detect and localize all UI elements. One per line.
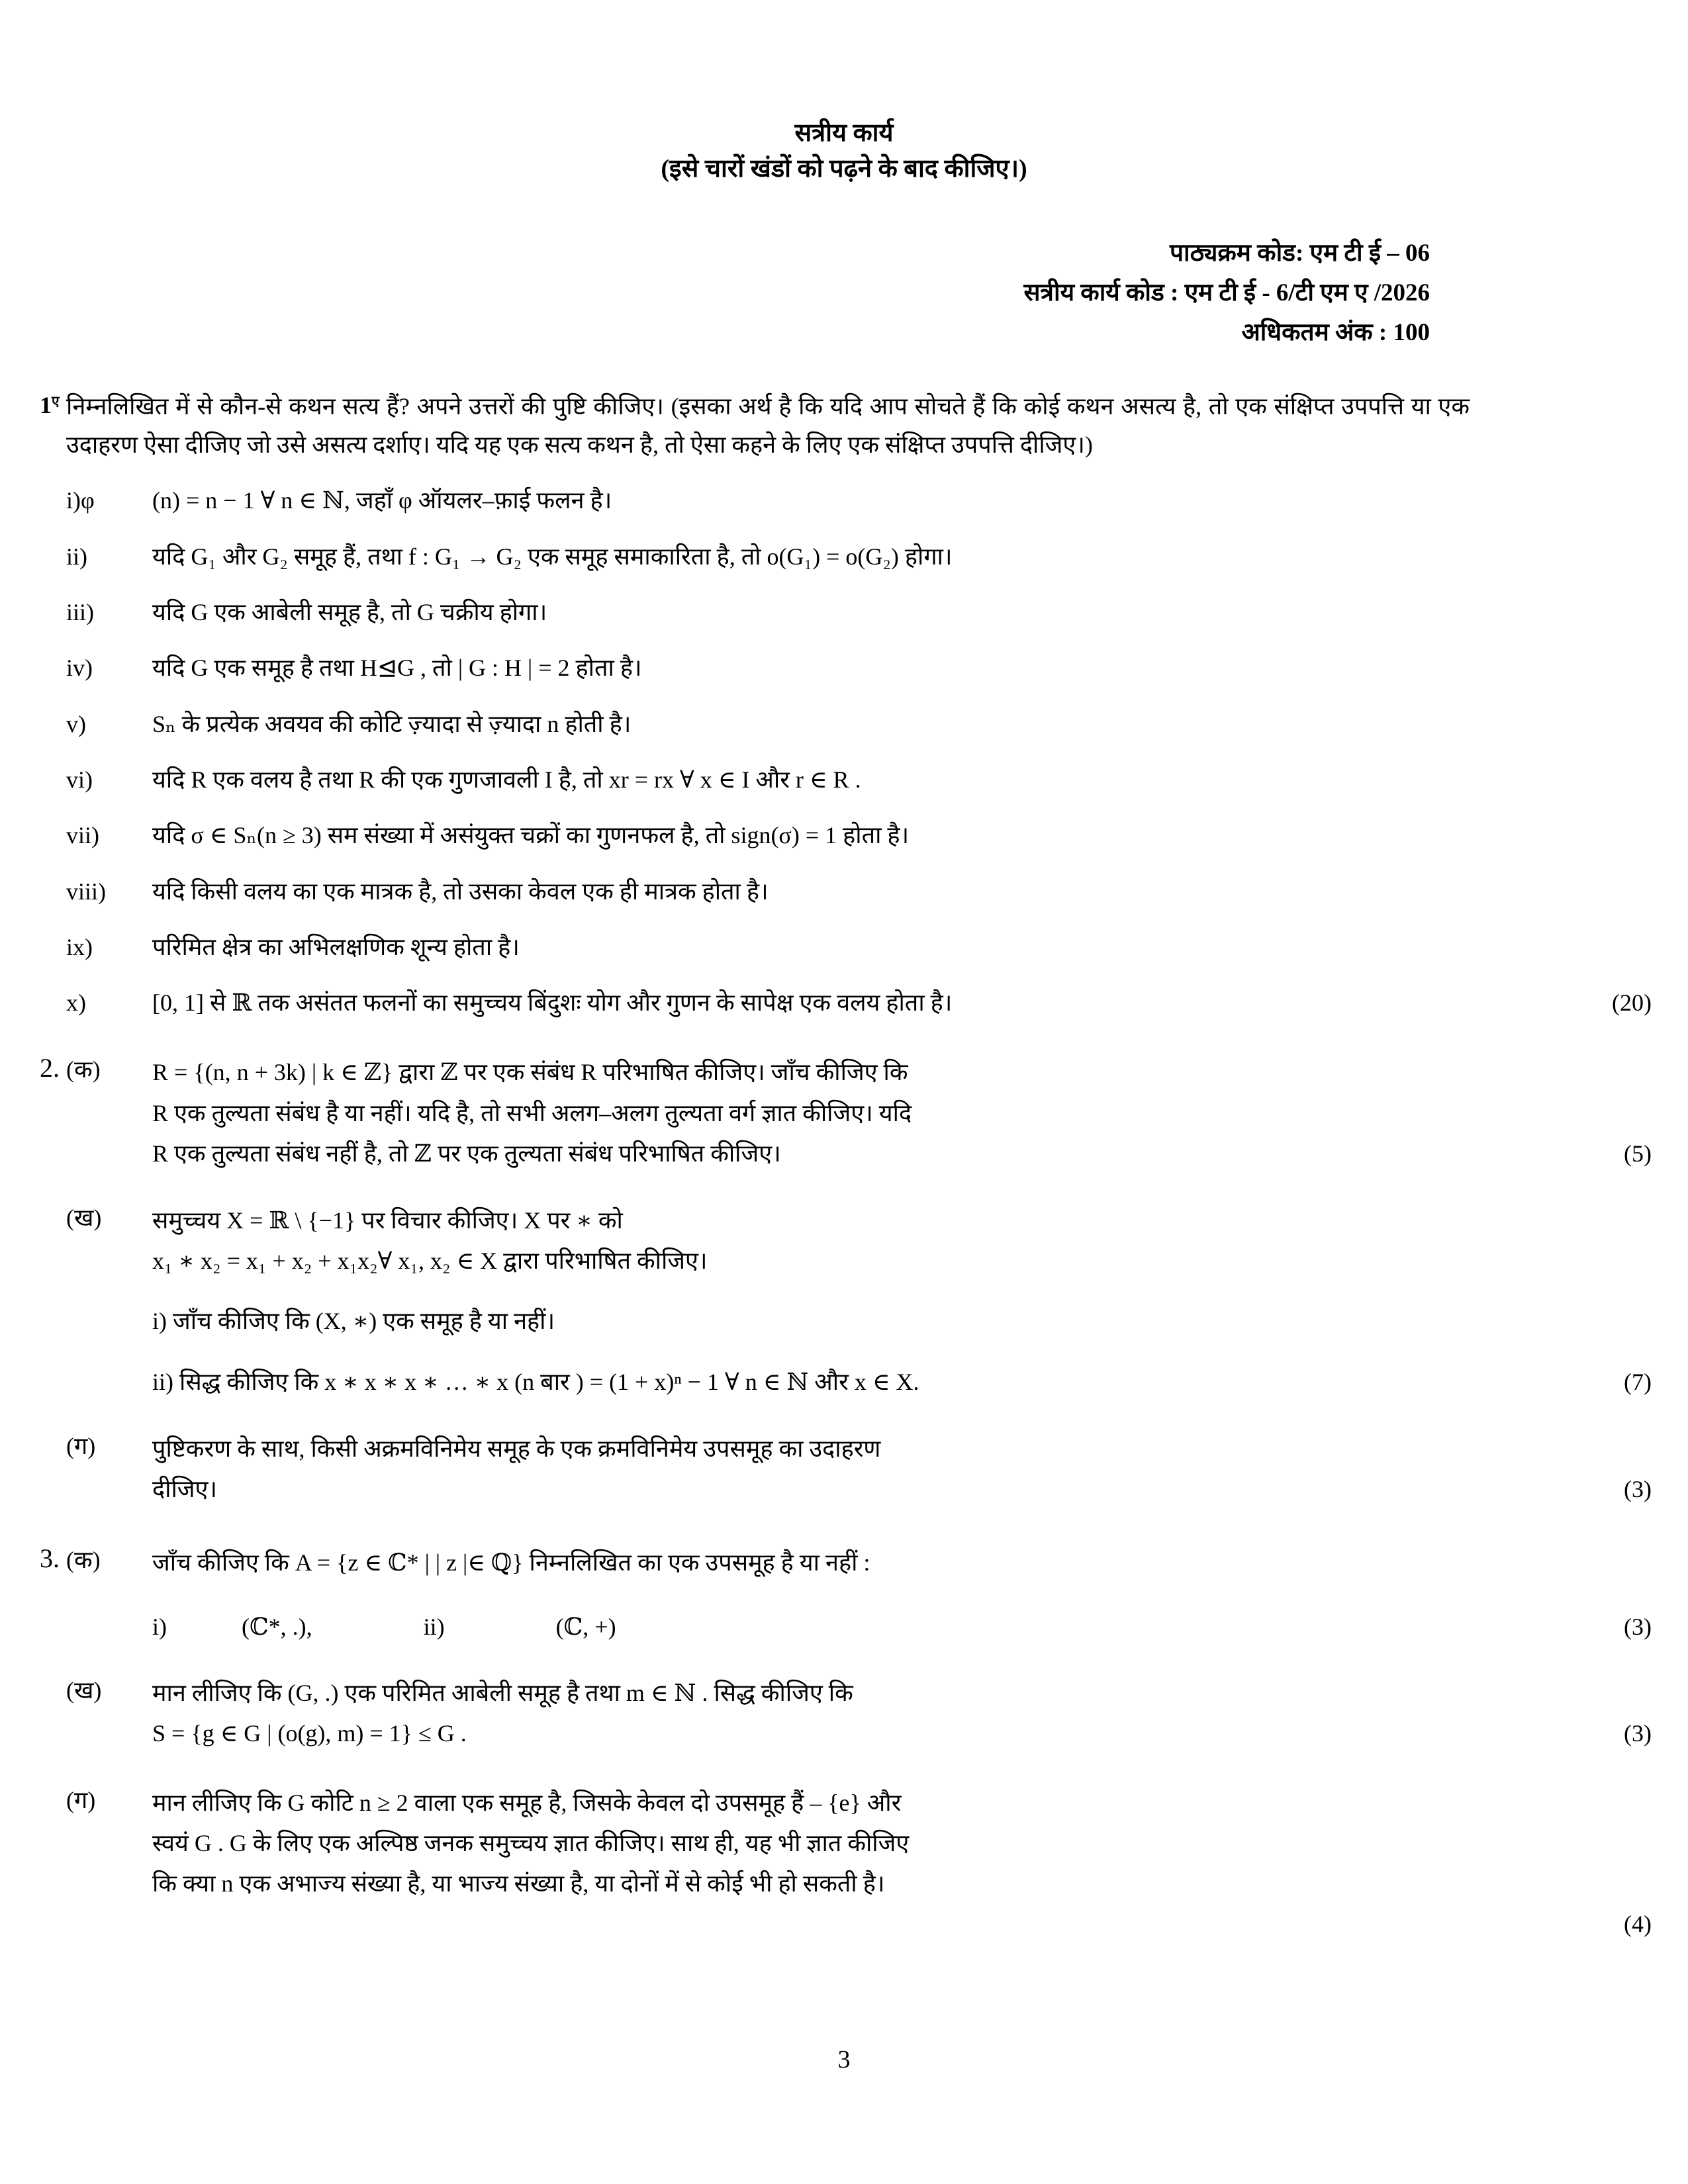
item-text: यदि R एक वलय है तथा R की एक गुणजावली I है, तो xr = rx ∀ x ∈ I और r ∈ R . — [152, 766, 861, 793]
item-label: i)φ — [66, 487, 95, 514]
option-ii-text: (ℂ, +) — [555, 1614, 616, 1641]
question-1-number: $1^ए$ — [40, 391, 60, 418]
marks-q3a: (3) — [1624, 1614, 1652, 1641]
question-1 — [0, 387, 1688, 1023]
marks-q2c: (3) — [1624, 1475, 1652, 1502]
part-subitem-ii — [152, 1362, 1652, 1402]
question-2-part-a — [0, 1052, 1688, 1174]
list-item — [66, 481, 1470, 520]
item-label: x) — [66, 989, 86, 1017]
list-item — [66, 649, 1470, 687]
part-line: जाँच कीजिए कि A = {z ∈ ℂ* | | z |∈ ℚ} निम्नलिखित का एक उपसमूह है या नहीं : — [152, 1549, 870, 1576]
question-3-part-c — [0, 1783, 1688, 1945]
question-1-intro: निम्नलिखित में से कौन-से कथन सत्य हैं? अपने उत्तरों की पुष्टि कीजिए। (इसका अर्थ है कि यदि आप सोचते हैं कि कोई कथन असत्य है, तो एक संक्षिप्त उपपत्ति या एक उदाहरण ऐसा दीजिए जो उसे असत्य दर्शाए। यदि यह एक सत्य कथन है, तो ऐसा कहने के लिए एक संक्षिप्त उपपत्ति दीजिए।) — [66, 392, 1470, 459]
marks-q2a: (5) — [1624, 1140, 1652, 1167]
part-text — [152, 1543, 1688, 1647]
part-line: मान लीजिए कि G कोटि n ≥ 2 वाला एक समूह है, जिसके केवल दो उपसमूह हैं – {e} और — [152, 1789, 902, 1816]
part-line: x₁ ∗ x₂ = x₁ + x₂ + x₁x₂∀ x₁, x₂ ∈ X द्वारा परिभाषित कीजिए। — [152, 1248, 708, 1275]
option-i-label: i) — [152, 1614, 167, 1641]
part-label: (ग) — [66, 1432, 96, 1459]
part-text — [152, 1783, 1688, 1945]
question-3-number: 3. — [40, 1543, 60, 1574]
item-label: ix) — [66, 933, 93, 960]
part-line-value: R एक तुल्यता संबंध नहीं है, तो ℤ पर एक तुल्यता संबंध परिभाषित कीजिए। — [152, 1140, 781, 1167]
item-text: परिमित क्षेत्र का अभिलक्षणिक शून्य होता है। — [152, 933, 520, 960]
assignment-code: सत्रीय कार्य कोड : एम टी ई - 6/टी एम ए /2026 — [1023, 279, 1430, 306]
part-label: (ख) — [66, 1676, 102, 1704]
marks-row — [152, 1904, 1652, 1941]
option-i-text: (ℂ*, .), — [242, 1614, 312, 1641]
item-label: iv) — [66, 655, 93, 682]
item-text — [152, 983, 1652, 1022]
item-label: v) — [66, 710, 86, 737]
item-text: यदि σ ∈ Sₙ(n ≥ 3) सम संख्या में असंयुक्त चक्रों का गुणनफल है, तो sign(σ) = 1 होता है। — [152, 822, 910, 849]
item-label: vii) — [66, 822, 99, 849]
part-line: R = {(n, n + 3k) | k ∈ ℤ} द्वारा ℤ पर एक संबंध R परिभाषित कीजिए। जाँच कीजिए कि — [152, 1059, 908, 1086]
list-item — [66, 593, 1470, 631]
part-line: पुष्टिकरण के साथ, किसी अक्रमविनिमेय समूह के एक क्रमविनिमेय उपसमूह का उदाहरण — [152, 1435, 881, 1462]
page-footer — [0, 2045, 1688, 2074]
part-line — [152, 1713, 1652, 1754]
question-1-statement-list — [66, 481, 1652, 1022]
part-subitem-i: i) जाँच कीजिए कि (X, ∗) एक समूह है या नहीं। — [152, 1308, 555, 1335]
part-label: (क) — [66, 1547, 101, 1574]
code-block — [0, 234, 1688, 353]
page-title: सत्रीय कार्य — [794, 119, 894, 147]
list-item — [66, 872, 1470, 911]
page-subtitle: (इसे चारों खंडों को पढ़ने के बाद कीजिए।) — [661, 154, 1027, 183]
question-3-part-a — [0, 1543, 1688, 1647]
option-ii-label: ii) — [423, 1614, 445, 1641]
item-text: यदि G एक आबेली समूह है, तो G चक्रीय होगा। — [152, 598, 547, 625]
part-text — [152, 1052, 1688, 1174]
part-line-value: दीजिए। — [152, 1475, 218, 1502]
list-item — [66, 816, 1470, 854]
part-line — [152, 1469, 1652, 1510]
part-line — [152, 1134, 1652, 1174]
part-line: समुच्चय X = ℝ \ {−1} पर विचार कीजिए। X पर ∗ को — [152, 1207, 623, 1234]
question-2-part-b — [0, 1201, 1688, 1402]
question-3-part-b — [0, 1673, 1688, 1754]
item-label: iii) — [66, 598, 94, 625]
question-1-body — [66, 387, 1688, 1023]
part-label: (ग) — [66, 1786, 96, 1813]
list-item — [66, 760, 1470, 799]
item-text: यदि किसी वलय का एक मात्रक है, तो उसका केवल एक ही मात्रक होता है। — [152, 878, 769, 905]
course-code: पाठ्यक्रम कोड: एम टी ई – 06 — [1169, 239, 1430, 267]
part-line: मान लीजिए कि (G, .) एक परिमित आबेली समूह है तथा m ∈ ℕ . सिद्ध कीजिए कि — [152, 1679, 853, 1706]
list-item — [66, 983, 1652, 1022]
question-2-part-c — [0, 1429, 1688, 1510]
item-text: यदि G₁ और G₂ समूह हैं, तथा f : G₁ → G₂ एक समूह समाकारिता है, तो o(G₁) = o(G₂) होगा। — [152, 543, 953, 570]
part-subitem-ii-value: ii) सिद्ध कीजिए कि x ∗ x ∗ x ∗ … ∗ x (n बार ) = (1 + x)ⁿ − 1 ∀ n ∈ ℕ और x ∈ X. — [152, 1368, 919, 1395]
part-options-row — [152, 1607, 1652, 1647]
part-line-value: S = {g ∈ G | (o(g), m) = 1} ≤ G . — [152, 1719, 467, 1747]
item-text: Sₙ के प्रत्येक अवयव की कोटि ज़्यादा से ज़्यादा n होती है। — [152, 710, 632, 737]
list-item — [66, 705, 1470, 743]
document-header — [0, 116, 1688, 187]
item-text-value: [0, 1] से ℝ तक असंतत फलनों का समुच्चय बिंदुशः योग और गुणन के सापेक्ष एक वलय होता है। — [152, 989, 953, 1017]
item-label: vi) — [66, 766, 93, 793]
part-label: (क) — [66, 1056, 101, 1083]
list-item — [66, 537, 1470, 576]
item-label: viii) — [66, 878, 106, 905]
question-1-number-suffix: ए — [52, 392, 60, 409]
page-number: 3 — [837, 2046, 851, 2073]
part-text — [152, 1429, 1688, 1510]
part-label: (ख) — [66, 1205, 102, 1232]
marks-q2b: (7) — [1624, 1368, 1652, 1395]
max-marks: अधिकतम अंक : 100 — [1241, 318, 1430, 346]
item-text: यदि G एक समूह है तथा H⊴G , तो | G : H | = 2 होता है। — [152, 655, 642, 682]
marks-q3c: (4) — [1624, 1911, 1652, 1938]
item-label: ii) — [66, 543, 87, 570]
part-text — [152, 1673, 1688, 1754]
marks-q3b: (3) — [1624, 1719, 1652, 1747]
item-phi-symbol: φ — [81, 487, 95, 514]
marks-q1: (20) — [1612, 989, 1652, 1017]
list-item — [66, 928, 1470, 966]
part-line: R एक तुल्यता संबंध है या नहीं। यदि है, तो सभी अलग–अलग तुल्यता वर्ग ज्ञात कीजिए। यदि — [152, 1099, 912, 1126]
part-line: स्वयं G . G के लिए एक अल्पिष्ठ जनक समुच्चय ज्ञात कीजिए। साथ ही, यह भी ज्ञात कीजिए — [152, 1830, 910, 1857]
part-line: कि क्या n एक अभाज्य संख्या है, या भाज्य संख्या है, या दोनों में से कोई भी हो सकती है। — [152, 1870, 885, 1897]
question-2-number: 2. — [40, 1053, 60, 1083]
part-text — [152, 1201, 1688, 1402]
item-text: (n) = n − 1 ∀ n ∈ ℕ, जहाँ φ ऑयलर–फ़ाई फलन है। — [152, 487, 612, 514]
